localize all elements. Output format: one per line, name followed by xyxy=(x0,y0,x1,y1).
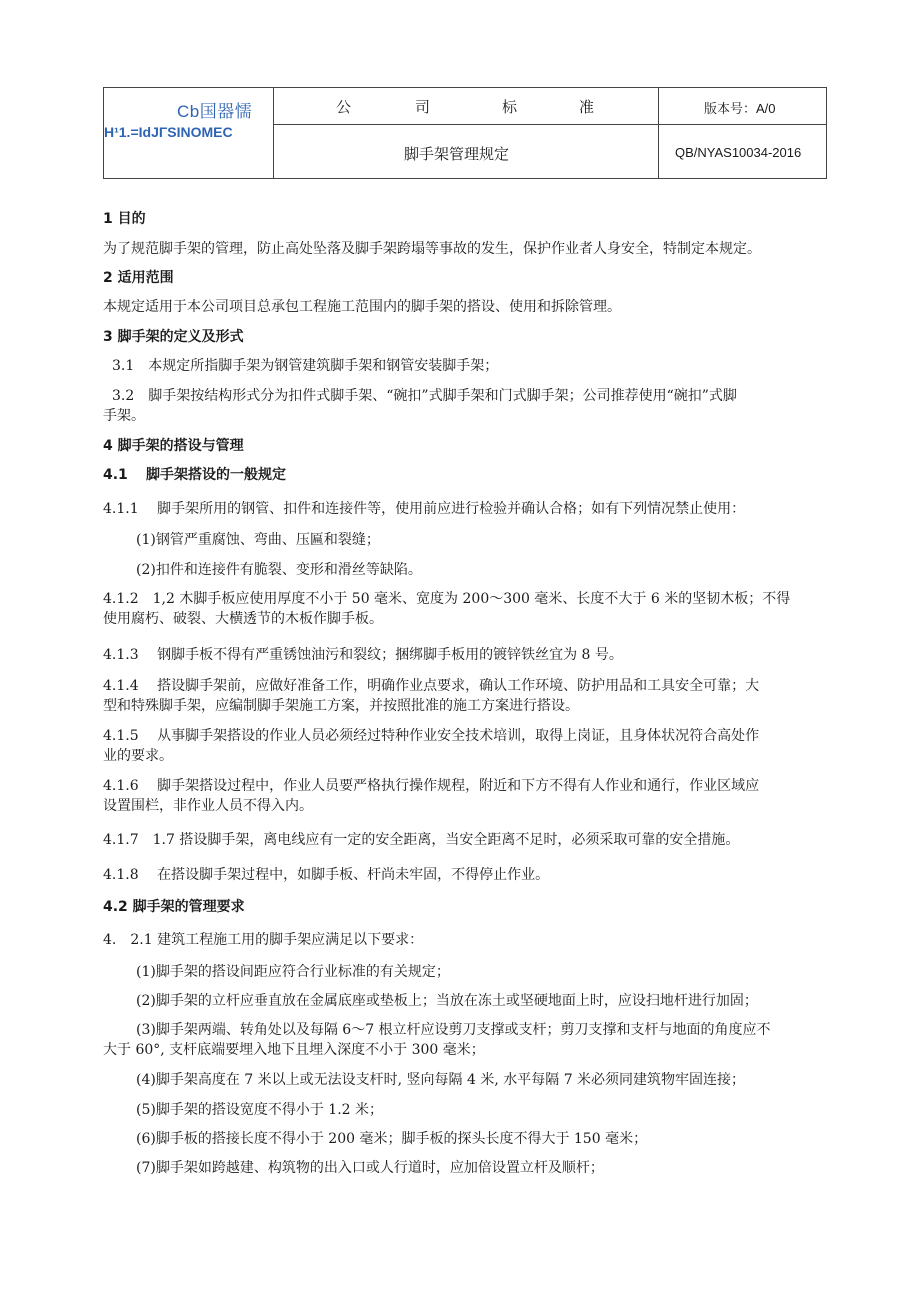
paragraph: 3.2 脚手架按结构形式分为扣件式脚手架、“碗扣”式脚手架和门式脚手架；公司推荐使用“碗扣”式脚 xyxy=(112,388,737,404)
subsection-number: 4.1 xyxy=(103,467,128,483)
list-item: (4)脚手架高度在 7 米以上或无法设支杆时, 竖向每隔 4 米, 水平每隔 7 米必须同建筑物牢固连接； xyxy=(136,1072,746,1088)
paragraph: 4.1.5 从事脚手架搭设的作业人员必须经过特种作业安全技术培训，取得上岗证，且身体状况符合高处作 xyxy=(103,728,760,744)
paragraph: 使用腐朽、破裂、大横透节的木板作脚手板。 xyxy=(103,611,383,627)
company-standard-char: 标 xyxy=(502,98,518,116)
version-label: 版本号：A/0 xyxy=(704,101,776,116)
paragraph: 4.1.1 脚手架所用的钢管、扣件和连接件等，使用前应进行检验并确认合格；如有下列情况禁止使用： xyxy=(103,501,746,517)
section-heading: 4 脚手架的搭设与管理 xyxy=(103,438,244,454)
paragraph: 4.1.3 钢脚手板不得有严重锈蚀油污和裂纹；捆绑脚手板用的镀锌铁丝宜为 8 号。 xyxy=(103,647,623,663)
paragraph: 4.1.7 1.7 搭设脚手架，离电线应有一定的安全距离，当安全距离不足时，必须采取可靠的安全措施。 xyxy=(103,832,740,848)
header-divider xyxy=(658,88,659,178)
header-divider xyxy=(273,88,274,178)
company-standard-char: 准 xyxy=(579,98,595,116)
company-logo-subtext: H¹1.=IdJΓSINOMEC xyxy=(104,124,233,140)
section-heading: 1 目的 xyxy=(103,211,146,227)
list-item: (2)扣件和连接件有脆裂、变形和滑丝等缺陷。 xyxy=(136,562,422,578)
subsection-heading: 脚手架搭设的一般规定 xyxy=(146,467,286,483)
list-item: (5)脚手架的搭设宽度不得小于 1.2 米； xyxy=(136,1102,383,1118)
paragraph: 4.1.2 1,2 木脚手板应使用厚度不小于 50 毫米、宽度为 200～300 毫米、长度不大于 6 米的坚韧木板；不得 xyxy=(103,591,791,607)
paragraph: 设置围栏，非作业人员不得入内。 xyxy=(103,798,313,814)
paragraph: 型和特殊脚手架，应编制脚手架施工方案，并按照批准的施工方案进行搭设。 xyxy=(103,698,579,714)
list-item: (2)脚手架的立杆应垂直放在金属底座或垫板上；当放在冻土或坚硬地面上时，应设扫地杆进行加固； xyxy=(136,993,758,1009)
company-standard-char: 司 xyxy=(415,98,431,116)
header-divider xyxy=(273,124,827,125)
section-heading: 4.2 脚手架的管理要求 xyxy=(103,899,245,915)
paragraph: 手架。 xyxy=(103,408,145,424)
paragraph: 4.1.4 搭设脚手架前，应做好准备工作，明确作业点要求，确认工作环境、防护用品和工具安全可靠；大 xyxy=(103,678,760,694)
section-heading: 3 脚手架的定义及形式 xyxy=(103,329,244,345)
company-standard-char: 公 xyxy=(336,98,352,116)
paragraph: 4.1.8 在搭设脚手架过程中，如脚手板、杆尚未牢固，不得停止作业。 xyxy=(103,867,550,883)
document-title: 脚手架管理规定 xyxy=(404,145,510,163)
paragraph: 4. 2.1 建筑工程施工用的脚手架应满足以下要求： xyxy=(103,932,424,948)
list-item: (3)脚手架两端、转角处以及每隔 6～7 根立杆应设剪刀支撑或支杆；剪刀支撑和支杆与地面的角度应不 xyxy=(136,1022,771,1038)
company-logo-text: Cb国器懦 xyxy=(177,102,253,121)
list-item: (6)脚手板的搭接长度不得小于 200 毫米；脚手板的探头长度不得大于 150 毫米； xyxy=(136,1131,648,1147)
list-item: (1)脚手架的搭设间距应符合行业标准的有关规定； xyxy=(136,964,450,980)
paragraph: 4.1.6 脚手架搭设过程中，作业人员要严格执行操作规程，附近和下方不得有人作业和通行，作业区域应 xyxy=(103,778,760,794)
paragraph: 本规定适用于本公司项目总承包工程施工范围内的脚手架的搭设、使用和拆除管理。 xyxy=(103,299,621,315)
paragraph: 业的要求。 xyxy=(103,748,173,764)
paragraph: 3.1 本规定所指脚手架为钢管建筑脚手架和钢管安装脚手架； xyxy=(112,358,499,374)
section-heading: 2 适用范围 xyxy=(103,270,174,286)
paragraph: 为了规范脚手架的管理，防止高处坠落及脚手架跨塌等事故的发生，保护作业者人身安全，特制定本规定。 xyxy=(103,241,761,257)
list-item: (7)脚手架如跨越建、构筑物的出入口或人行道时，应加倍设置立杆及顺杆； xyxy=(136,1160,604,1176)
list-item: 大于 60°, 支杆底端要埋入地下且埋入深度不小于 300 毫米； xyxy=(103,1042,485,1058)
document-code: QB/NYAS10034-2016 xyxy=(675,145,802,160)
list-item: (1)钢管严重腐蚀、弯曲、压匾和裂缝； xyxy=(136,532,380,548)
